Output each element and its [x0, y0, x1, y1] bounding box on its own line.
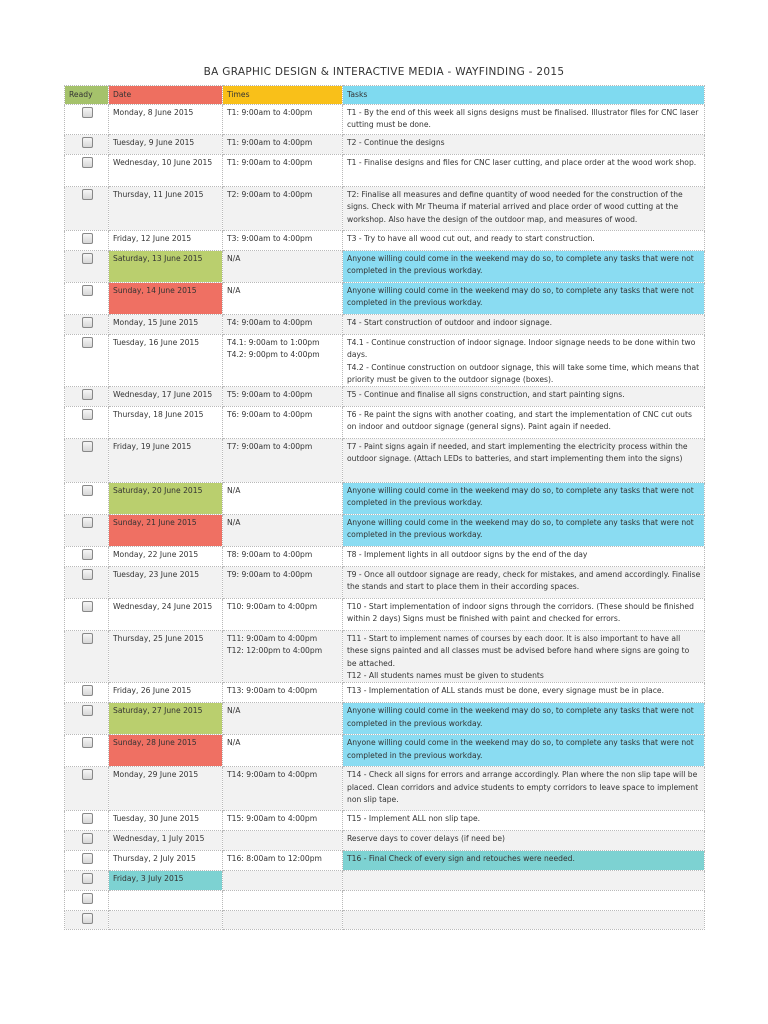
times-cell	[223, 911, 343, 929]
ready-checkbox[interactable]	[82, 485, 93, 496]
date-cell	[109, 911, 223, 929]
task-cell: T1 - By the end of this week all signs designs must be finalised. Illustrator files for CNC laser cutting must be done.	[343, 105, 705, 135]
ready-cell	[65, 283, 109, 315]
time-slot: N/A	[227, 254, 241, 263]
ready-cell	[65, 567, 109, 599]
date-cell: Friday, 3 July 2015	[109, 871, 223, 891]
time-slot: T10: 9:00am to 4:00pm	[227, 602, 318, 612]
times-cell	[223, 735, 343, 767]
ready-checkbox[interactable]	[82, 441, 93, 452]
ready-cell	[65, 911, 109, 929]
task-cell: T1 - Finalise designs and files for CNC laser cutting, and place order at the wood work shop.	[343, 155, 705, 187]
date-cell: Friday, 12 June 2015	[109, 231, 223, 251]
time-slot: T8: 9:00am to 4:00pm	[227, 550, 313, 560]
task-cell: T15 - Implement ALL non slip tape.	[343, 811, 705, 831]
ready-cell	[65, 767, 109, 811]
ready-checkbox[interactable]	[82, 137, 93, 148]
task-cell	[343, 871, 705, 891]
date-cell	[109, 891, 223, 911]
table-row	[65, 631, 705, 683]
table-row	[65, 155, 705, 187]
task-cell: Reserve days to cover delays (if need be)	[343, 831, 705, 851]
times-cell	[223, 567, 343, 599]
date-cell: Thursday, 2 July 2015	[109, 851, 223, 871]
date-cell: Monday, 22 June 2015	[109, 547, 223, 567]
task-cell: T3 - Try to have all wood cut out, and ready to start construction.	[343, 231, 705, 251]
table-row	[65, 187, 705, 231]
task-cell: T5 - Continue and finalise all signs construction, and start painting signs.	[343, 387, 705, 407]
time-slot: N/A	[227, 738, 241, 748]
date-cell: Saturday, 20 June 2015	[109, 483, 223, 515]
ready-cell	[65, 187, 109, 231]
task-cell: T4 - Start construction of outdoor and indoor signage.	[343, 315, 705, 335]
date-cell: Saturday, 13 June 2015	[109, 251, 223, 283]
time-slot: N/A	[227, 518, 241, 528]
time-slot: N/A	[227, 286, 241, 295]
ready-checkbox[interactable]	[82, 389, 93, 400]
times-cell	[223, 703, 343, 735]
ready-cell	[65, 891, 109, 911]
ready-cell	[65, 515, 109, 547]
time-slot: N/A	[227, 486, 241, 496]
date-cell: Sunday, 14 June 2015	[109, 283, 223, 315]
ready-cell	[65, 251, 109, 283]
date-cell: Wednesday, 17 June 2015	[109, 387, 223, 407]
times-cell	[223, 515, 343, 547]
times-cell	[223, 483, 343, 515]
times-cell	[223, 683, 343, 703]
header-date: Date	[109, 86, 223, 105]
task-cell	[343, 891, 705, 911]
header-times: Times	[223, 86, 343, 105]
ready-checkbox[interactable]	[82, 317, 93, 328]
time-slot: T16: 8:00am to 12:00pm	[227, 854, 322, 864]
task-cell: T2: Finalise all measures and define quantity of wood needed for the construction of the signs. Check with Mr Theuma if material arrived and place order of wood cutting at the workshop. Also have the design of the outdoor map, and measures of wood.	[343, 187, 705, 231]
time-slot: N/A	[227, 706, 241, 716]
time-slot: T12: 12:00pm to 4:00pm	[227, 646, 323, 656]
date-cell: Wednesday, 10 June 2015	[109, 155, 223, 187]
times-cell	[223, 439, 343, 483]
ready-checkbox[interactable]	[82, 769, 93, 780]
date-cell: Thursday, 18 June 2015	[109, 407, 223, 439]
time-slot: T4.1: 9:00am to 1:00pm	[227, 338, 320, 347]
ready-checkbox[interactable]	[82, 285, 93, 296]
task-cell: T8 - Implement lights in all outdoor signs by the end of the day	[343, 547, 705, 567]
ready-checkbox[interactable]	[82, 549, 93, 560]
table-row	[65, 831, 705, 851]
times-cell	[223, 283, 343, 315]
table-row	[65, 231, 705, 251]
task-cell: Anyone willing could come in the weekend may do so, to complete any tasks that were not completed in the previous workday.	[343, 515, 705, 547]
table-row	[65, 283, 705, 315]
table-row	[65, 547, 705, 567]
table-row	[65, 735, 705, 767]
times-cell	[223, 187, 343, 231]
time-slot: T1: 9:00am to 4:00pm	[227, 158, 313, 167]
task-cell: T13 - Implementation of ALL stands must be done, every signage must be in place.	[343, 683, 705, 703]
time-slot: T4.2: 9:00pm to 4:00pm	[227, 350, 320, 360]
table-row	[65, 871, 705, 891]
date-cell: Monday, 15 June 2015	[109, 315, 223, 335]
ready-cell	[65, 599, 109, 631]
table-row	[65, 911, 705, 929]
task-cell: Anyone willing could come in the weekend may do so, to complete any tasks that were not completed in the previous workday.	[343, 283, 705, 315]
ready-checkbox[interactable]	[82, 253, 93, 264]
times-cell	[223, 547, 343, 567]
ready-checkbox[interactable]	[82, 189, 93, 200]
times-cell	[223, 599, 343, 631]
task-cell: T10 - Start implementation of indoor signs through the corridors. (These should be finished within 2 days) Signs must be finished with paint and checked for errors.	[343, 599, 705, 631]
task-cell: T11 - Start to implement names of courses by each door. It is also important to have all these signs painted and all classes must be advised before hand where signs are going to be attached. T12 - All students names must be given to students	[343, 631, 705, 683]
ready-checkbox[interactable]	[82, 833, 93, 844]
ready-cell	[65, 871, 109, 891]
task-cell	[343, 911, 705, 929]
date-cell: Wednesday, 1 July 2015	[109, 831, 223, 851]
table-row	[65, 335, 705, 387]
task-cell: Anyone willing could come in the weekend may do so, to complete any tasks that were not completed in the previous workday.	[343, 483, 705, 515]
table-row	[65, 703, 705, 735]
times-cell	[223, 387, 343, 407]
task-cell: T4.1 - Continue construction of indoor signage. Indoor signage needs to be done within two days. T4.2 - Continue construction on outdoor signage, this will take some time, which means that priority must be given to the outdoor signage (boxes).	[343, 335, 705, 387]
time-slot: T7: 9:00am to 4:00pm	[227, 442, 313, 452]
header-tasks: Tasks	[343, 86, 705, 105]
ready-checkbox[interactable]	[82, 893, 93, 904]
table-row	[65, 891, 705, 911]
time-slot: T2: 9:00am to 4:00pm	[227, 190, 313, 199]
ready-checkbox[interactable]	[82, 705, 93, 716]
times-cell	[223, 851, 343, 871]
ready-cell	[65, 231, 109, 251]
date-cell: Tuesday, 30 June 2015	[109, 811, 223, 831]
task-cell: T14 - Check all signs for errors and arrange accordingly. Plan where the non slip tape will be placed. Clean corridors and advice students to empty corridors to leave space to implement non slip tape.	[343, 767, 705, 811]
table-row	[65, 387, 705, 407]
date-cell: Sunday, 28 June 2015	[109, 735, 223, 767]
task-cell: T16 - Final Check of every sign and retouches were needed.	[343, 851, 705, 871]
time-slot: T15: 9:00am to 4:00pm	[227, 814, 318, 824]
date-cell: Tuesday, 16 June 2015	[109, 335, 223, 387]
times-cell	[223, 135, 343, 155]
times-cell	[223, 335, 343, 387]
ready-checkbox[interactable]	[82, 685, 93, 696]
time-slot: T11: 9:00am to 4:00pm	[227, 634, 318, 644]
ready-checkbox[interactable]	[82, 813, 93, 824]
header-row	[65, 86, 705, 105]
table-row	[65, 515, 705, 547]
ready-cell	[65, 831, 109, 851]
date-cell: Sunday, 21 June 2015	[109, 515, 223, 547]
page-title: BA GRAPHIC DESIGN & INTERACTIVE MEDIA - WAYFINDING - 2015	[203, 66, 565, 78]
ready-cell	[65, 155, 109, 187]
ready-checkbox[interactable]	[82, 913, 93, 924]
times-cell	[223, 155, 343, 187]
table-row	[65, 599, 705, 631]
ready-cell	[65, 387, 109, 407]
date-cell: Friday, 26 June 2015	[109, 683, 223, 703]
times-cell	[223, 811, 343, 831]
times-cell	[223, 407, 343, 439]
ready-checkbox[interactable]	[82, 633, 93, 644]
ready-checkbox[interactable]	[82, 601, 93, 612]
header-ready: Ready	[65, 86, 109, 105]
table-row	[65, 251, 705, 283]
ready-checkbox[interactable]	[82, 569, 93, 580]
ready-cell	[65, 439, 109, 483]
table-row	[65, 105, 705, 135]
task-cell: T2 - Continue the designs	[343, 135, 705, 155]
date-cell: Thursday, 11 June 2015	[109, 187, 223, 231]
time-slot: T14: 9:00am to 4:00pm	[227, 770, 318, 780]
date-cell: Friday, 19 June 2015	[109, 439, 223, 483]
ready-cell	[65, 407, 109, 439]
ready-checkbox[interactable]	[82, 873, 93, 884]
ready-cell	[65, 105, 109, 135]
date-cell: Wednesday, 24 June 2015	[109, 599, 223, 631]
ready-cell	[65, 315, 109, 335]
table-row	[65, 315, 705, 335]
times-cell	[223, 871, 343, 891]
time-slot: T1: 9:00am to 4:00pm	[227, 108, 313, 117]
table-row	[65, 683, 705, 703]
task-cell: T9 - Once all outdoor signage are ready, check for mistakes, and amend accordingly. Finalise the stands and start to place them in their according spaces.	[343, 567, 705, 599]
ready-checkbox[interactable]	[82, 853, 93, 864]
times-cell	[223, 631, 343, 683]
ready-checkbox[interactable]	[82, 737, 93, 748]
time-slot: T6: 9:00am to 4:00pm	[227, 410, 313, 420]
table-row	[65, 811, 705, 831]
table-row	[65, 407, 705, 439]
times-cell	[223, 831, 343, 851]
time-slot: T9: 9:00am to 4:00pm	[227, 570, 313, 580]
time-slot: T3: 9:00am to 4:00pm	[227, 234, 313, 243]
date-cell: Monday, 29 June 2015	[109, 767, 223, 811]
ready-checkbox[interactable]	[82, 337, 93, 348]
date-cell: Tuesday, 9 June 2015	[109, 135, 223, 155]
task-cell: Anyone willing could come in the weekend may do so, to complete any tasks that were not completed in the previous workday.	[343, 735, 705, 767]
times-cell	[223, 231, 343, 251]
times-cell	[223, 105, 343, 135]
ready-cell	[65, 335, 109, 387]
ready-checkbox[interactable]	[82, 517, 93, 528]
ready-cell	[65, 547, 109, 567]
table-row	[65, 767, 705, 811]
date-cell: Saturday, 27 June 2015	[109, 703, 223, 735]
task-cell: Anyone willing could come in the weekend may do so, to complete any tasks that were not completed in the previous workday.	[343, 703, 705, 735]
task-cell: Anyone willing could come in the weekend may do so, to complete any tasks that were not completed in the previous workday.	[343, 251, 705, 283]
ready-cell	[65, 703, 109, 735]
schedule-table	[64, 85, 705, 930]
ready-checkbox[interactable]	[82, 157, 93, 168]
table-row	[65, 439, 705, 483]
ready-cell	[65, 735, 109, 767]
ready-cell	[65, 683, 109, 703]
ready-cell	[65, 483, 109, 515]
time-slot: T4: 9:00am to 4:00pm	[227, 318, 313, 327]
table-row	[65, 483, 705, 515]
times-cell	[223, 767, 343, 811]
task-cell: T6 - Re paint the signs with another coating, and start the implementation of CNC cut outs on indoor and outdoor signage (general signs). Paint again if needed.	[343, 407, 705, 439]
time-slot: T1: 9:00am to 4:00pm	[227, 138, 313, 147]
table-row	[65, 851, 705, 871]
ready-cell	[65, 851, 109, 871]
ready-checkbox[interactable]	[82, 409, 93, 420]
task-cell: T7 - Paint signs again if needed, and start implementing the electricity process within the outdoor signage. (Attach LEDs to batteries, and start implementing them into the signs)	[343, 439, 705, 483]
times-cell	[223, 251, 343, 283]
times-cell	[223, 315, 343, 335]
times-cell	[223, 891, 343, 911]
time-slot: T5: 9:00am to 4:00pm	[227, 390, 313, 400]
table-row	[65, 567, 705, 599]
ready-cell	[65, 631, 109, 683]
ready-checkbox[interactable]	[82, 233, 93, 244]
ready-checkbox[interactable]	[82, 107, 93, 118]
table-row	[65, 135, 705, 155]
ready-cell	[65, 135, 109, 155]
date-cell: Thursday, 25 June 2015	[109, 631, 223, 683]
time-slot: T13: 9:00am to 4:00pm	[227, 686, 318, 696]
date-cell: Monday, 8 June 2015	[109, 105, 223, 135]
date-cell: Tuesday, 23 June 2015	[109, 567, 223, 599]
ready-cell	[65, 811, 109, 831]
